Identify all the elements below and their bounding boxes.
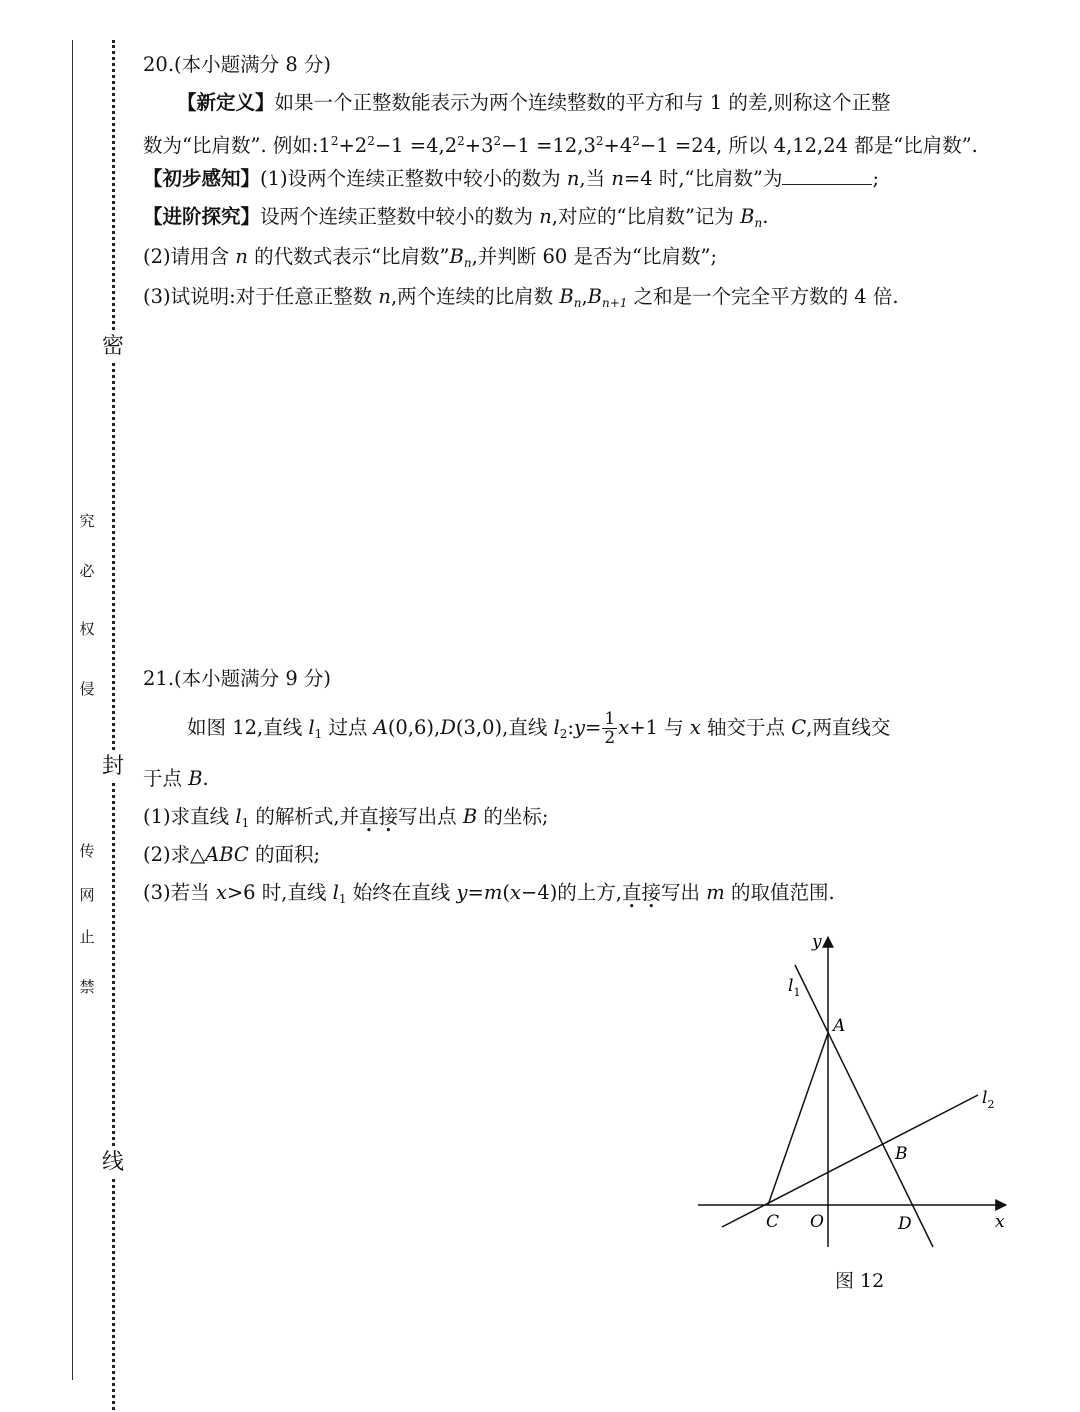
label-x: x bbox=[995, 1212, 1005, 1232]
q21-sub-1: (1)求直线 $l_1$ 的解析式,并直接写出点 B 的坐标; bbox=[143, 805, 549, 830]
label-l1: $l_1$ bbox=[788, 976, 801, 999]
q21-sub-3: (3)若当 x>6 时,直线 $l_1$ 始终在直线 y=m(x−4)的上方,直接写出 m 的取值范围. bbox=[143, 881, 835, 906]
label-o: O bbox=[810, 1212, 824, 1232]
answer-blank[interactable] bbox=[782, 166, 872, 185]
q20-header: 20.(本小题满分 8 分) bbox=[143, 53, 332, 76]
label-l2: $l_2$ bbox=[982, 1088, 995, 1111]
label-a: A bbox=[833, 1016, 846, 1036]
segment-ca bbox=[768, 1033, 828, 1205]
figure-12-diagram bbox=[690, 925, 1030, 1305]
q20-sub-3: (3)试说明:对于任意正整数 n,两个连续的比肩数 $B_n,B_{n+1}$ 之和是一个完全平方数的 4 倍. bbox=[143, 285, 899, 310]
seal-char-feng: 封 bbox=[100, 752, 126, 782]
warning-char: 网 bbox=[79, 886, 95, 904]
q20-definition-line-2: 数为“比肩数”. 例如$:1^2+2^2-1 =4,2^2+3^2-1 =12,3^2+4^2-1 =24$, 所以 4,12,24 都是“比肩数”. bbox=[143, 134, 978, 157]
margin-seal-line bbox=[112, 40, 115, 1410]
q21-text-line-1: 如图 12,直线 $l_1$ 过点 A(0,6),D(3,0),直线 $l_2:y=$ $\frac{1}{2}$ x+1 与 x 轴交于点 C,两直线交 bbox=[187, 709, 891, 748]
q20-p1-tag: 【初步感知】 bbox=[143, 167, 261, 190]
seal-char-mi: 密 bbox=[100, 332, 126, 362]
label-d: D bbox=[898, 1214, 912, 1234]
q21-header: 21.(本小题满分 9 分) bbox=[143, 667, 332, 690]
label-b: B bbox=[895, 1144, 908, 1164]
label-y: y bbox=[812, 932, 822, 952]
figure-caption: 图 12 bbox=[835, 1270, 885, 1292]
seal-char-xian: 线 bbox=[100, 1148, 126, 1178]
warning-char: 必 bbox=[79, 562, 95, 580]
margin-solid-line bbox=[72, 40, 73, 1380]
q21-sub-2: (2)求△ABC 的面积; bbox=[143, 843, 321, 866]
warning-char: 禁 bbox=[79, 978, 95, 996]
fraction-one-half: $\frac{1}{2}$ bbox=[604, 709, 616, 748]
q20-part-advanced: 【进阶探究】设两个连续正整数中较小的数为 n,对应的“比肩数”记为 $B_n$. bbox=[143, 205, 769, 230]
line-l2 bbox=[722, 1095, 978, 1227]
q20-def-tag: 【新定义】 bbox=[177, 91, 275, 114]
warning-char: 侵 bbox=[79, 680, 95, 698]
warning-char: 权 bbox=[79, 620, 95, 638]
q20-part-1: 【初步感知】(1)设两个连续正整数中较小的数为 n,当 n=4 时,“比肩数”为 ; bbox=[143, 167, 880, 190]
warning-char: 究 bbox=[79, 512, 95, 530]
q21-text-line-2: 于点 B. bbox=[143, 767, 209, 790]
warning-char: 止 bbox=[79, 928, 95, 946]
q20-definition-line-1: 【新定义】如果一个正整数能表示为两个连续整数的平方和与 1 的差,则称这个正整 bbox=[177, 91, 891, 114]
label-c: C bbox=[766, 1212, 780, 1232]
q20-sub-2: (2)请用含 n 的代数式表示“比肩数$”B_n$,并判断 60 是否为“比肩数”; bbox=[143, 245, 718, 270]
q20-p2-tag: 【进阶探究】 bbox=[143, 205, 261, 228]
warning-char: 传 bbox=[79, 842, 95, 860]
